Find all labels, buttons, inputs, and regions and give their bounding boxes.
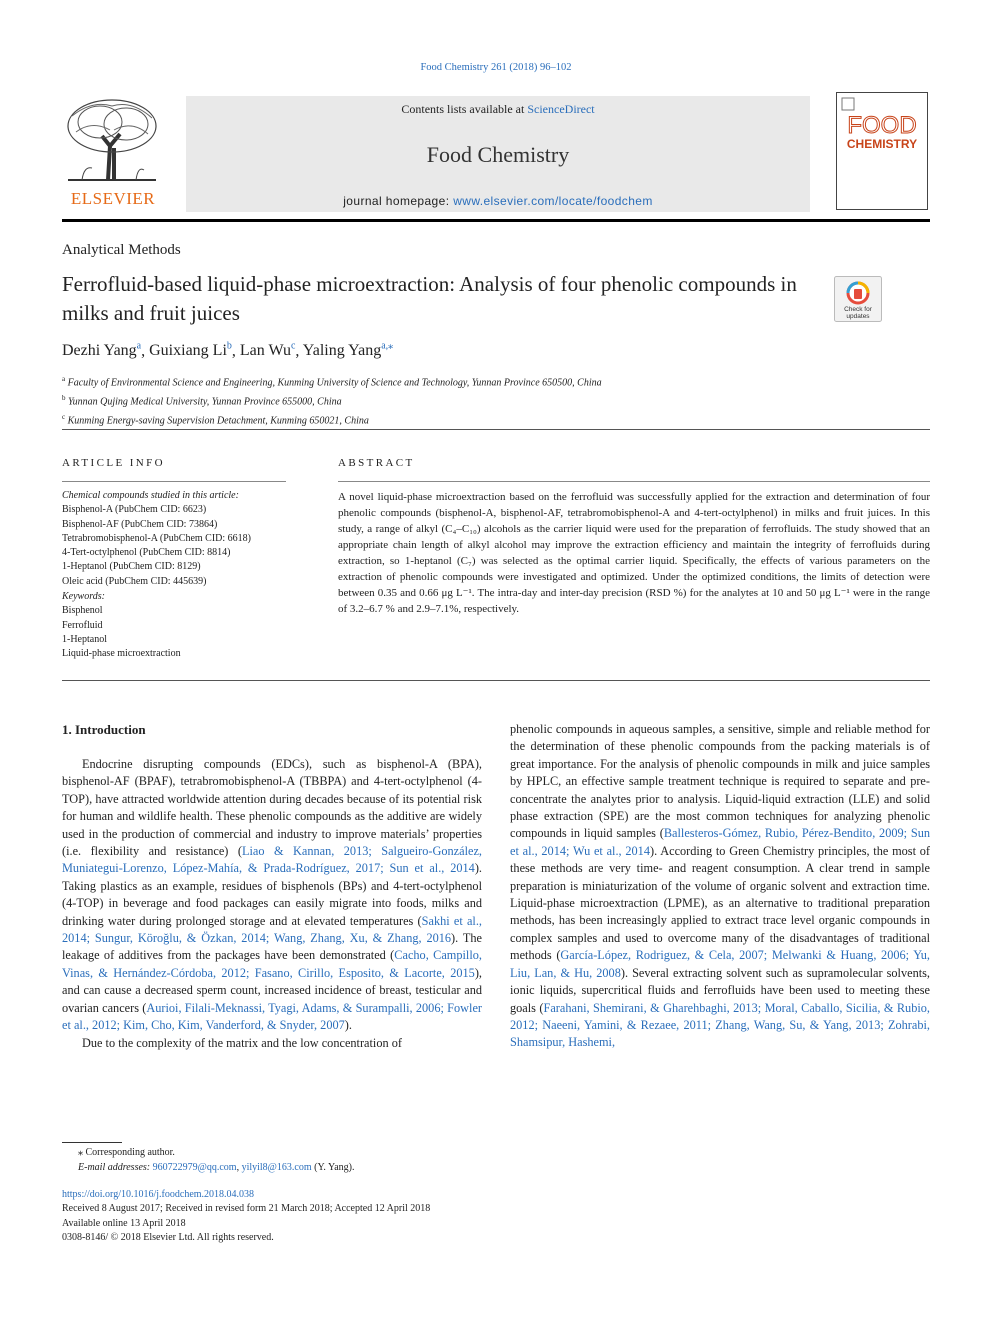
journal-citation[interactable]: Food Chemistry 261 (2018) 96–102	[420, 62, 572, 73]
check-for-updates-button[interactable]	[834, 276, 882, 322]
text-run: ).	[344, 1018, 352, 1033]
copyright: 0308-8146/ © 2018 Elsevier Ltd. All rights reserved.	[62, 1231, 274, 1243]
affiliations	[62, 372, 602, 428]
cover-title-food: FOOD	[847, 112, 917, 139]
paragraph	[62, 756, 482, 1035]
text-run: ). Taking plastics as an example, residues of bisphenols (BPs) and 4-tert-octylphenol (4-TOP) in beverage and food packages can easily migrate into foods, milks and drinking water during prolonged storage and at elevated temperatures (	[62, 861, 482, 928]
paragraph	[510, 721, 930, 1052]
footnotes	[62, 1146, 355, 1175]
compound-item: Tetrabromobisphenol-A (PubChem CID: 6618)	[62, 532, 251, 544]
compound-item: Bisphenol-AF (PubChem CID: 73864)	[62, 518, 218, 530]
email-link[interactable]: 960722979@qq.com	[152, 1161, 237, 1173]
available-online: Available online 13 April 2018	[62, 1217, 186, 1229]
citation-link[interactable]: Farahani, Shemirani, & Gharehbaghi, 2013; Moral, Caballo, Sicilia, & Rubio, 2012; Naeeni, Yamini, & Rezaee, 2011; Zhang, Wang, Su, & Yang, 2013; Zohrabi, Shamsipur, Hashemi,	[510, 1000, 930, 1050]
compounds-label: Chemical compounds studied in this article:	[62, 490, 239, 501]
author[interactable]: Yaling Yang$^{a,⁎}$	[302, 341, 394, 360]
cover-title-chemistry: CHEMISTRY	[846, 137, 918, 151]
citation-link[interactable]: García-López, Rodriguez, & Cela, 2007; Melwanki & Huang, 2006; Yu, Liu, Lan, & Hu, 2008	[510, 948, 930, 980]
compound-item: 1-Heptanol (PubChem CID: 8129)	[62, 561, 201, 573]
affiliation: $^b$ Yunnan Qujing Medical University, Yunnan Province 655000, China	[62, 393, 342, 408]
elsevier-logo[interactable]	[62, 96, 164, 212]
keyword: Bisphenol	[62, 605, 103, 617]
text-run: Endocrine disrupting compounds (EDCs), such as bisphenol-A (BPA), bisphenol-AF (BPAF), tetrabromobisphenol-A (TBBPA) and 4-tert-octylphenol (4-TOP), have attracted worldwide attention during decades because of its potential risk for human and wildlife health. These phenolic compounds as the additive are widely used in the production of commercial and industry to improve materials’ properties (i.e. flexibility and resistance) (	[62, 757, 482, 859]
text-run: ). Several extracting solvent such as supramolecular solvents, ionic liquids, supercritical fluids and ferrofluids have been used to meeting these goals (	[510, 965, 930, 1015]
corresponding-author-note: ⁎ Corresponding author.	[78, 1147, 175, 1158]
elsevier-tree-icon	[62, 96, 162, 182]
header-rule	[62, 219, 930, 222]
author[interactable]: Lan Wu$^c$	[239, 341, 296, 360]
doi-link[interactable]: https://doi.org/10.1016/j.foodchem.2018.04.038	[62, 1189, 255, 1200]
citation-link[interactable]: Cacho, Campillo, Vinas, & Hernández-Córdoba, 2012; Fasano, Cirillo, Esposito, & Lacorte, 2015	[62, 948, 482, 980]
cover-emblem-icon	[841, 97, 855, 111]
divider	[62, 680, 930, 681]
keyword: Ferrofluid	[62, 619, 103, 631]
author-list: Dezhi Yang$^a$, Guixiang Li$^b$, Lan Wu$^c$, Yaling Yang$^{a,⁎}$	[62, 341, 394, 360]
received-dates: Received 8 August 2017; Received in revised form 21 March 2018; Accepted 12 April 2018	[62, 1203, 431, 1215]
divider	[338, 481, 930, 482]
citation-link[interactable]: Liao & Kannan, 2013; Salgueiro-González, Muniategui-Lorenzo, López-Mahía, & Prada-Rodríguez, 2017; Sun et al., 2014	[62, 844, 482, 876]
homepage-link[interactable]: www.elsevier.com/locate/foodchem	[453, 194, 653, 208]
keyword: 1-Heptanol	[62, 633, 107, 645]
keywords-label: Keywords:	[62, 591, 105, 603]
article-section: Analytical Methods	[62, 242, 181, 258]
compound-item: Oleic acid (PubChem CID: 445639)	[62, 575, 207, 587]
text-run: ). According to Green Chemistry principles, the most of these methods are very time- and reagent consumption. A clear trend in sample preparation is miniaturization of the volume of organic solvent and extraction time. Liquid-phase microextraction (LPME), as an alternative to traditional preparation methods, has been increasingly applied to extract trace level organic compounds in complex samples and used to overcome many of the disadvantages of traditional methods (	[510, 843, 931, 963]
text-run: ), and can cause a decreased sperm count, increased incidence of breast, testicular and ovarian cancers (	[62, 965, 482, 1015]
compound-item: Bisphenol-A (PubChem CID: 6623)	[62, 504, 207, 516]
citation-link[interactable]: Ballesteros-Gómez, Rubio, Pérez-Bendito, 2009; Sun et al., 2014; Wu et al., 2014	[510, 826, 930, 858]
citation-link[interactable]: Aurioi, Filali-Meknassi, Tyagi, Adams, & Surampalli, 2006; Fowler et al., 2012; Kim, Cho, Kim, Vanderford, & Snyder, 2007	[62, 1000, 482, 1033]
check-updates-label: Check for updates	[844, 306, 872, 320]
journal-title: Food Chemistry	[426, 142, 570, 167]
keyword: Liquid-phase microextraction	[62, 648, 181, 660]
text-run: phenolic compounds in aqueous samples, a sensitive, simple and reliable method for the determination of these phenolic compounds from the packing materials is of great importance. For the analysis of phenolic compounds in milk and juice samples by HPLC, an effective sample treatment technique is required to separate and pre-concentrate the analytes prior to analysis. Liquid-liquid extraction (LLE) and solid phase extraction (SPE) are the most common techniques for analyzing phenolic compounds in liquid samples (	[510, 722, 930, 841]
email-note: E-mail addresses: 960722979@qq.com, yilyil8@163.com (Y. Yang).	[78, 1161, 355, 1173]
body-column-left	[62, 756, 482, 1052]
article-meta	[62, 1188, 430, 1245]
divider	[62, 429, 930, 430]
divider	[62, 481, 286, 482]
compound-item: 4-Tert-octylphenol (PubChem CID: 8814)	[62, 547, 231, 559]
publisher-name: ELSEVIER	[70, 189, 156, 208]
journal-banner	[186, 96, 810, 212]
affiliation: $^a$ Faculty of Environmental Science and Engineering, Kunming University of Science and Technology, Yunnan Province 650500, China	[62, 375, 602, 389]
abstract-text: A novel liquid-phase microextraction based on the ferrofluid was successfully applied for the extraction and determination of four phenolic compounds (bisphenol-A, bisphenol-AF, tetrabromobisphenol-A and 4-tert-octylphenol) in milks and fruit juices. In this study, a range of alkyl (C₄–C₁₀) alcohols as the carrier liquid were used for the preparation of ferrofluids. The study showed that an appropriate chain length of alkyl alcohol may improve the extraction efficiency and maintain the integrity of ferrofluids during extraction, so 1-heptanol (C₇) was selected as the optimal carrier liquid. Specifically, the effects of various parameters on the extraction of phenolic compounds were investigated and optimized. Under the optimized conditions, the limits of detection were between 0.35 and 0.66 μg L⁻¹. The intra-day and inter-day precision (RSD %) for the analytes at 10 and 50 μg L⁻¹ were in the range of 3.2–6.7 % and 2.9–7.1%, respectively.	[338, 491, 930, 615]
article-title: Ferrofluid-based liquid-phase microextraction: Analysis of four phenolic compounds in milks and fruit juices	[62, 272, 797, 325]
sciencedirect-link[interactable]: ScienceDirect	[527, 102, 595, 116]
body-column-right	[510, 721, 930, 1052]
introduction-heading: 1. Introduction	[62, 722, 146, 737]
author[interactable]: Guixiang Li$^b$	[149, 341, 232, 360]
journal-homepage: journal homepage: www.elsevier.com/locate/foodchem	[343, 194, 653, 208]
footnote-rule	[62, 1142, 122, 1143]
citation-link[interactable]: Sakhi et al., 2014; Sungur, Köroğlu, & Özkan, 2014; Wang, Zhang, Xu, & Zhang, 2016	[62, 913, 482, 946]
abstract-heading: ABSTRACT	[338, 457, 415, 469]
journal-cover[interactable]	[836, 92, 928, 210]
author[interactable]: Dezhi Yang$^a$	[62, 341, 142, 360]
article-info	[62, 489, 288, 662]
affiliation: $^c$ Kunming Energy-saving Supervision Detachment, Kunming 650021, China	[62, 412, 369, 426]
email-link[interactable]: yilyil8@163.com	[241, 1161, 312, 1173]
text-run: ). The leakage of additives from the packages have been demonstrated (	[62, 931, 482, 963]
contents-availability: Contents lists available at ScienceDirect	[401, 102, 595, 116]
paragraph: Due to the complexity of the matrix and the low concentration of	[82, 1035, 402, 1050]
article-info-heading: ARTICLE INFO	[62, 457, 165, 469]
